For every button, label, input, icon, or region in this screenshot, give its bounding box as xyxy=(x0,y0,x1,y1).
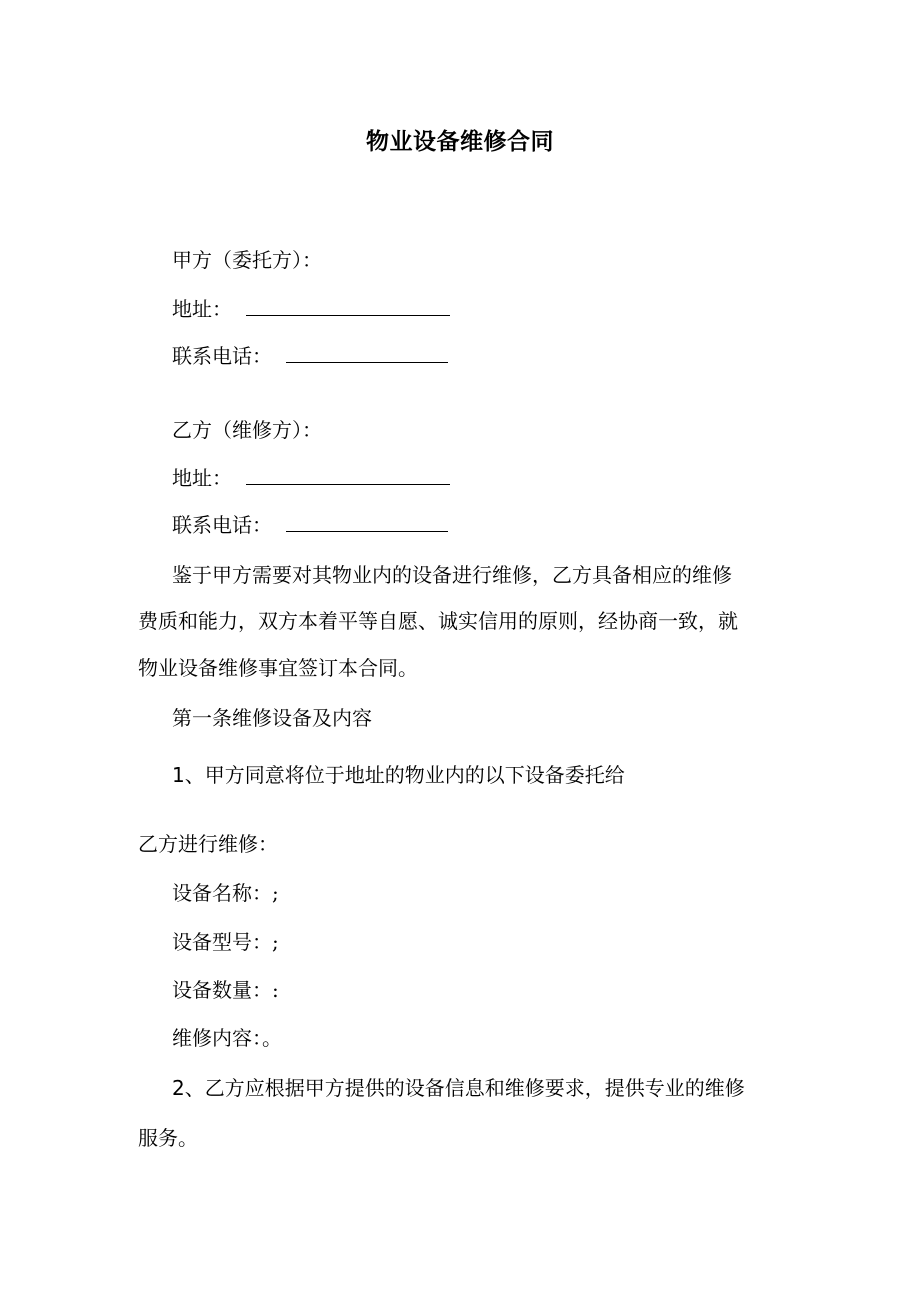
repair-content-item: 维修内容：。 xyxy=(172,1026,282,1050)
party-b-phone-row xyxy=(172,511,448,539)
equipment-model-item: 设备型号：; xyxy=(172,930,279,954)
party-b-heading: 乙方（维修方）： xyxy=(172,418,322,442)
preamble-line-2: 费质和能力，双方本着平等自愿、诚实信用的原则，经协商一致，就 xyxy=(138,609,738,633)
party-a-phone-row xyxy=(172,342,448,370)
party-b-phone-label: 联系电话： xyxy=(172,513,272,537)
clause-2-number: 2 xyxy=(172,1076,185,1100)
article-1-heading: 第一条维修设备及内容 xyxy=(172,706,372,730)
party-b-address-label: 地址： xyxy=(172,466,232,490)
preamble-line-3: 物业设备维修事宜签订本合同。 xyxy=(138,656,418,680)
equipment-name-item: 设备名称：; xyxy=(172,881,279,905)
clause-1-text: 、甲方同意将位于地址的物业内的以下设备委托给 xyxy=(184,763,625,787)
party-a-phone-blank[interactable] xyxy=(286,344,448,363)
clause-1-line-1 xyxy=(172,761,625,789)
party-a-address-label: 地址： xyxy=(172,297,232,321)
clause-2-text: 、乙方应根据甲方提供的设备信息和维修要求，提供专业的维修 xyxy=(184,1076,745,1100)
party-b-address-blank[interactable] xyxy=(246,466,450,485)
clause-1-line-2: 乙方进行维修： xyxy=(138,832,278,856)
document-title: 物业设备维修合同 xyxy=(366,129,554,155)
party-b-address-row xyxy=(172,464,450,492)
party-b-phone-blank[interactable] xyxy=(286,513,448,532)
party-a-phone-label: 联系电话： xyxy=(172,344,272,368)
party-a-address-blank[interactable] xyxy=(246,297,450,316)
clause-2-line-2: 服务。 xyxy=(138,1126,198,1150)
preamble-line-1: 鉴于甲方需要对其物业内的设备进行维修，乙方具备相应的维修 xyxy=(172,563,732,587)
clause-2-line-1 xyxy=(172,1074,745,1102)
clause-1-number: 1 xyxy=(172,763,185,787)
party-a-heading: 甲方（委托方）： xyxy=(172,248,322,272)
equipment-quantity-item: 设备数量：: xyxy=(172,978,279,1002)
party-a-address-row xyxy=(172,295,450,323)
